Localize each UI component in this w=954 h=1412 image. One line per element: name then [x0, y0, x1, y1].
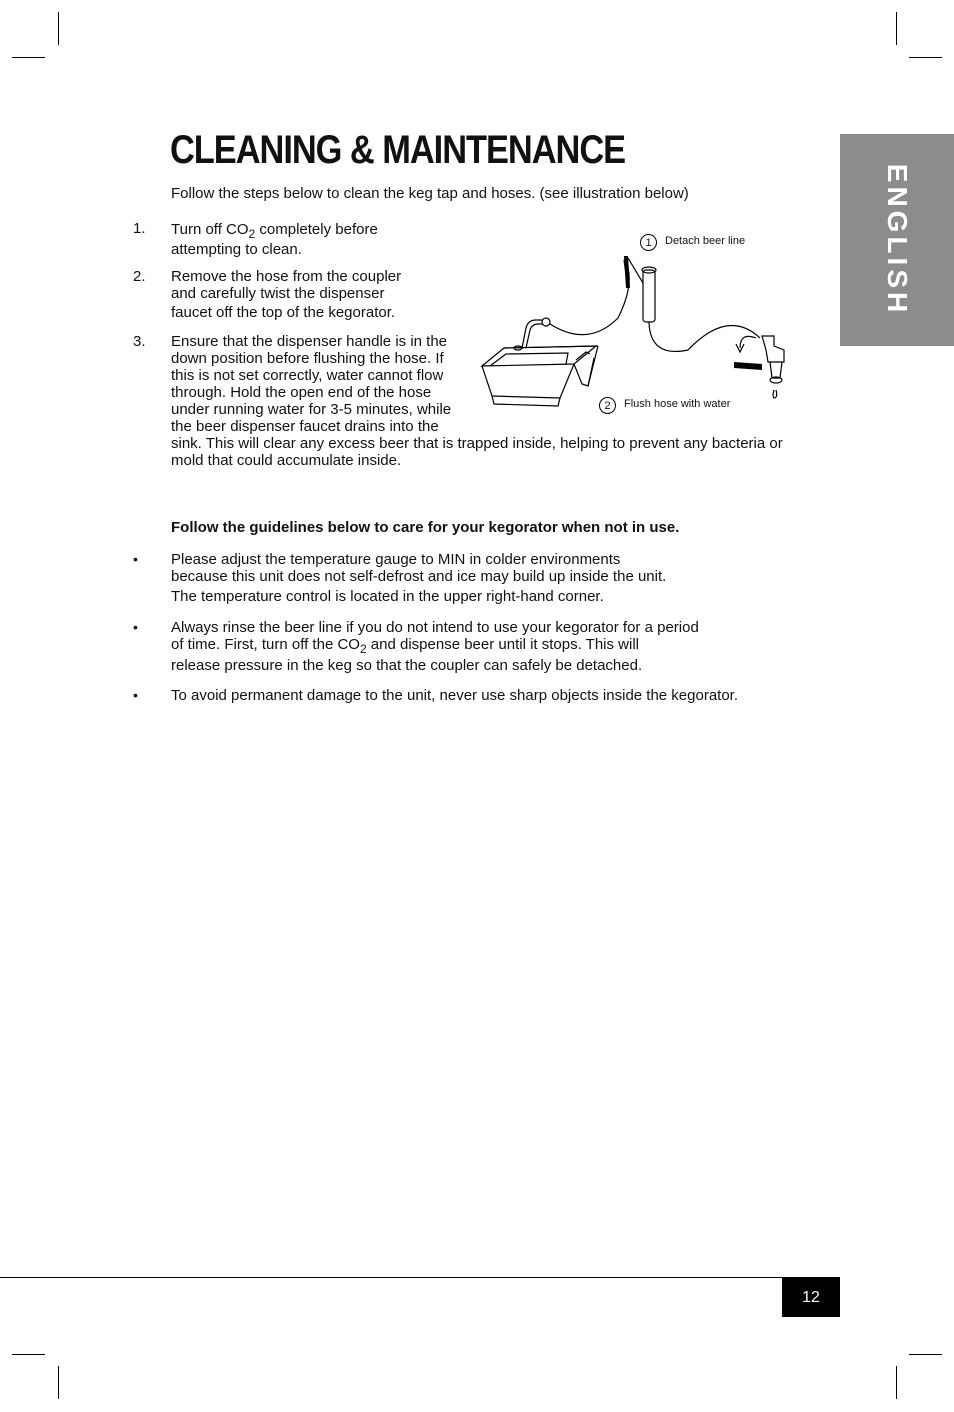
step-number: 2.	[133, 268, 146, 285]
step-number: 3.	[133, 333, 146, 350]
step-text-line: the beer dispenser faucet drains into the	[171, 418, 439, 435]
guideline-line: Please adjust the temperature gauge to MIN in colder environments	[171, 551, 621, 568]
step-text-line: sink. This will clear any excess beer that is trapped inside, helping to prevent any bacteria or	[171, 435, 783, 452]
callout-2-number: 2	[599, 397, 616, 414]
crop-mark	[58, 12, 59, 45]
guideline-line: of time. First, turn off the CO	[171, 636, 360, 653]
guideline-line: To avoid permanent damage to the unit, never use sharp objects inside the kegorator.	[171, 687, 739, 704]
guideline-line: The temperature control is located in the upper right-hand corner.	[171, 588, 604, 605]
step-text-line: mold that could accumulate inside.	[171, 452, 402, 469]
step-text-line: faucet off the top of the kegorator.	[171, 304, 396, 321]
footer-rule	[0, 1277, 840, 1278]
guideline-line: Always rinse the beer line if you do not intend to use your kegorator for a period	[171, 619, 699, 636]
step-text-line: Remove the hose from the coupler	[171, 268, 402, 285]
bullet-icon: •	[133, 687, 138, 703]
callout-1-number: 1	[640, 234, 657, 251]
crop-mark	[909, 57, 942, 58]
guideline-line: and dispense beer until it stops. This will	[366, 636, 640, 653]
step-text-line: attempting to clean.	[171, 241, 302, 258]
guideline-line: because this unit does not self-defrost and ice may build up inside the unit.	[171, 568, 667, 585]
guideline-line: release pressure in the keg so that the coupler can safely be detached.	[171, 657, 643, 674]
step-text-line: under running water for 3-5 minutes, while	[171, 401, 452, 418]
guideline-item	[171, 551, 666, 605]
page-title: CLEANING & MAINTENANCE	[170, 128, 626, 172]
language-tab-label: ENGLISH	[882, 163, 913, 317]
guidelines-heading: Follow the guidelines below to care for your kegorator when not in use.	[171, 519, 680, 536]
step-text-line: this is not set correctly, water cannot flow	[171, 367, 444, 384]
bullet-icon: •	[133, 551, 138, 567]
step-text	[171, 220, 378, 260]
co2-subscript: 2	[359, 642, 367, 656]
co2-subscript: 2	[248, 227, 256, 241]
bullet-icon: •	[133, 619, 138, 635]
step-text-line: completely before	[259, 221, 378, 238]
step-number: 1.	[133, 220, 146, 237]
crop-mark	[12, 57, 45, 58]
step-text-line: through. Hold the open end of the hose	[171, 384, 432, 401]
crop-mark	[12, 1354, 45, 1355]
crop-mark	[896, 1366, 897, 1399]
step-text-line: Ensure that the dispenser handle is in the	[171, 333, 448, 350]
step-text	[171, 268, 401, 321]
crop-mark	[58, 1366, 59, 1399]
intro-text: Follow the steps below to clean the keg tap and hoses. (see illustration below)	[171, 185, 689, 202]
callout-2-label: Flush hose with water	[624, 398, 731, 410]
guideline-item	[171, 687, 738, 704]
page-number: 12	[782, 1278, 840, 1317]
crop-mark	[896, 12, 897, 45]
language-tab	[840, 134, 954, 346]
step-text-line: down position before flushing the hose. If	[171, 350, 444, 367]
cleaning-illustration	[478, 228, 818, 418]
step-text-line: Turn off CO	[171, 221, 249, 238]
step-text-line: and carefully twist the dispenser	[171, 285, 385, 302]
guideline-item	[171, 619, 699, 674]
crop-mark	[909, 1354, 942, 1355]
callout-1-label: Detach beer line	[665, 235, 746, 247]
